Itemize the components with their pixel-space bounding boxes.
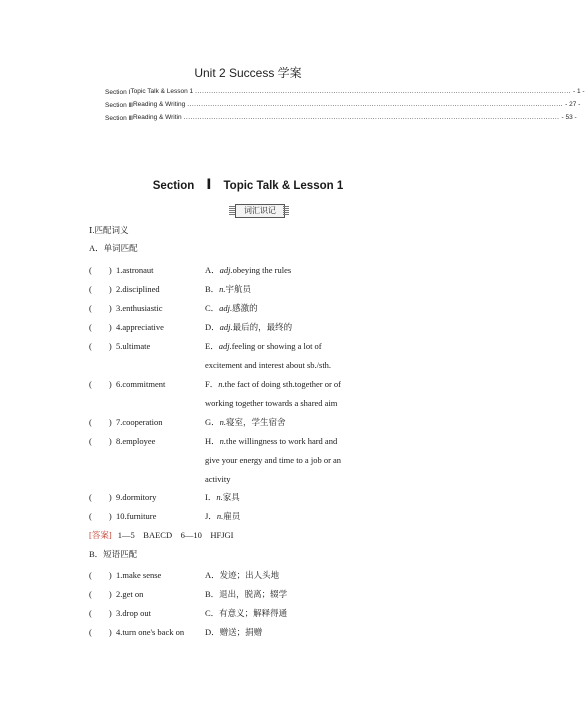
word-term: 2.disciplined: [116, 284, 160, 294]
word-term: 7.cooperation: [116, 417, 163, 427]
toc-section: Section Ⅲ: [105, 114, 133, 122]
word-meaning: 雇员: [223, 511, 241, 521]
option-letter: G．: [205, 417, 220, 427]
word-meaning: 宇航员: [225, 284, 252, 294]
option-letter: C．: [205, 303, 220, 313]
phrase-term: 1.make sense: [116, 570, 162, 580]
part-of-speech: adj.: [219, 303, 233, 313]
part-of-speech: n.: [219, 417, 227, 427]
answer-blank[interactable]: ( ): [89, 265, 112, 275]
phrase-row: [89, 586, 429, 602]
answer-blank[interactable]: ( ): [89, 608, 112, 618]
badge-label: 词汇识记: [235, 204, 285, 218]
partA-heading: A．单词匹配: [89, 243, 138, 253]
option-letter: H．: [205, 436, 220, 446]
answer-blank[interactable]: ( ): [89, 284, 112, 294]
toc-leader: ...................................................................................................................................................................: [195, 88, 572, 95]
answer-text: 1—5 BAECD 6—10 HFJGI: [117, 530, 234, 540]
phrase-meaning: 发迹；出人头地: [219, 570, 280, 580]
word-meaning-cont: excitement and interest about sb./sth.: [205, 360, 332, 370]
toc-page: - 27 -: [565, 101, 581, 108]
word-meaning: 家具: [222, 492, 240, 502]
word-meaning: 最后的，最终的: [232, 322, 293, 332]
toc-page: - 1 -: [573, 88, 585, 95]
word-meaning: 感激的: [232, 303, 258, 313]
part-of-speech: adj.: [218, 341, 232, 351]
word-row: [89, 433, 429, 449]
word-term: 4.appreciative: [116, 322, 164, 332]
answer-blank[interactable]: ( ): [89, 492, 112, 502]
table-of-contents: [105, 85, 585, 124]
answer-blank[interactable]: ( ): [89, 436, 112, 446]
toc-entry[interactable]: [105, 111, 577, 124]
word-meaning-cont: working together towards a shared aim: [205, 398, 338, 408]
answer-blank[interactable]: ( ): [89, 322, 112, 332]
toc-entry[interactable]: [105, 98, 581, 111]
phrase-term: 2.get on: [116, 589, 144, 599]
document-title: Unit 2 Success 学案: [194, 66, 302, 80]
answer-blank[interactable]: ( ): [89, 341, 112, 351]
word-row: [89, 338, 429, 354]
word-term: 3.enthusiastic: [116, 303, 163, 313]
answer-blank[interactable]: ( ): [89, 417, 112, 427]
option-letter: J．: [205, 511, 217, 521]
option-letter: E．: [205, 341, 219, 351]
section-heading: [0, 176, 496, 193]
word-term: 5.ultimate: [116, 341, 151, 351]
section-numeral: Ⅰ: [206, 176, 212, 192]
part-of-speech: n.: [219, 284, 226, 294]
phrase-term: 3.drop out: [116, 608, 151, 618]
toc-entry[interactable]: [105, 85, 585, 98]
option-letter: B．: [205, 589, 220, 599]
option-letter: I．: [205, 492, 217, 502]
answer-blank[interactable]: ( ): [89, 511, 112, 521]
answer-blank[interactable]: ( ): [89, 303, 112, 313]
toc-page: - 53 -: [561, 114, 577, 121]
part-of-speech: n.: [218, 379, 225, 389]
word-meaning-cont: activity: [205, 474, 231, 484]
phrase-row: [89, 605, 429, 621]
word-meaning: obeying the rules: [232, 265, 292, 275]
word-meaning: the willingness to work hard and: [226, 436, 338, 446]
word-row: [89, 319, 429, 335]
phrase-meaning: 赠送；捐赠: [219, 627, 263, 637]
part-of-speech: n.: [216, 511, 224, 521]
option-letter: B．: [205, 284, 220, 294]
option-letter: A．: [205, 265, 220, 275]
word-meaning: 寝室，学生宿舍: [226, 417, 286, 427]
toc-title: Topic Talk & Lesson 1: [130, 88, 194, 95]
toc-title: Reading & Writin: [132, 114, 182, 121]
word-term: 9.dormitory: [116, 492, 157, 502]
answer-blank[interactable]: ( ): [89, 627, 112, 637]
part-of-speech: adj.: [219, 322, 233, 332]
section-name: Topic Talk & Lesson 1: [223, 180, 344, 192]
toc-leader: ...................................................................................................................................................................: [183, 114, 560, 121]
partB-heading: B．短语匹配: [89, 549, 138, 559]
option-letter: A．: [205, 570, 220, 580]
word-row: [89, 376, 429, 392]
word-meaning-cont: give your energy and time to a job or an: [205, 455, 342, 465]
toc-section: Section Ⅰ: [105, 88, 131, 96]
part-of-speech: adj.: [219, 265, 233, 275]
answer-label: [答案]: [89, 530, 112, 540]
word-row: [89, 508, 429, 524]
word-row: [89, 489, 429, 505]
word-term: 10.furniture: [116, 511, 157, 521]
toc-leader: ...................................................................................................................................................................: [187, 101, 564, 108]
word-term: 1.astronaut: [116, 265, 154, 275]
word-row: [89, 262, 429, 278]
part-of-speech: n.: [216, 492, 223, 502]
part1-heading: Ⅰ.匹配词义: [89, 225, 129, 235]
option-letter: D．: [205, 322, 220, 332]
answer-blank[interactable]: ( ): [89, 589, 112, 599]
badge-stripe-right: [283, 206, 289, 215]
option-letter: C．: [205, 608, 220, 618]
phrase-term: 4.turn one's back on: [116, 627, 185, 637]
section-label: Section: [152, 180, 195, 192]
toc-section: Section Ⅲ: [105, 101, 133, 109]
word-meaning: feeling or showing a lot of: [231, 341, 322, 351]
phrase-meaning: 退出，脱离；辍学: [219, 589, 288, 599]
part-of-speech: n.: [219, 436, 227, 446]
answer-blank[interactable]: ( ): [89, 570, 112, 580]
phrase-row: [89, 567, 429, 583]
toc-title: Reading & Writing: [132, 101, 186, 108]
word-row: [89, 300, 429, 316]
word-meaning: the fact of doing sth.together or of: [224, 379, 341, 389]
word-term: 8.employee: [116, 436, 156, 446]
phrase-meaning: 有意义；解释得通: [219, 608, 288, 618]
word-term: 6.commitment: [116, 379, 166, 389]
answer-blank[interactable]: ( ): [89, 379, 112, 389]
option-letter: D．: [205, 627, 220, 637]
vocab-badge: [229, 204, 289, 218]
phrase-row: [89, 624, 429, 640]
word-row: [89, 414, 429, 430]
option-letter: F．: [205, 379, 219, 389]
answer-key: [89, 527, 234, 543]
word-row: [89, 281, 429, 297]
